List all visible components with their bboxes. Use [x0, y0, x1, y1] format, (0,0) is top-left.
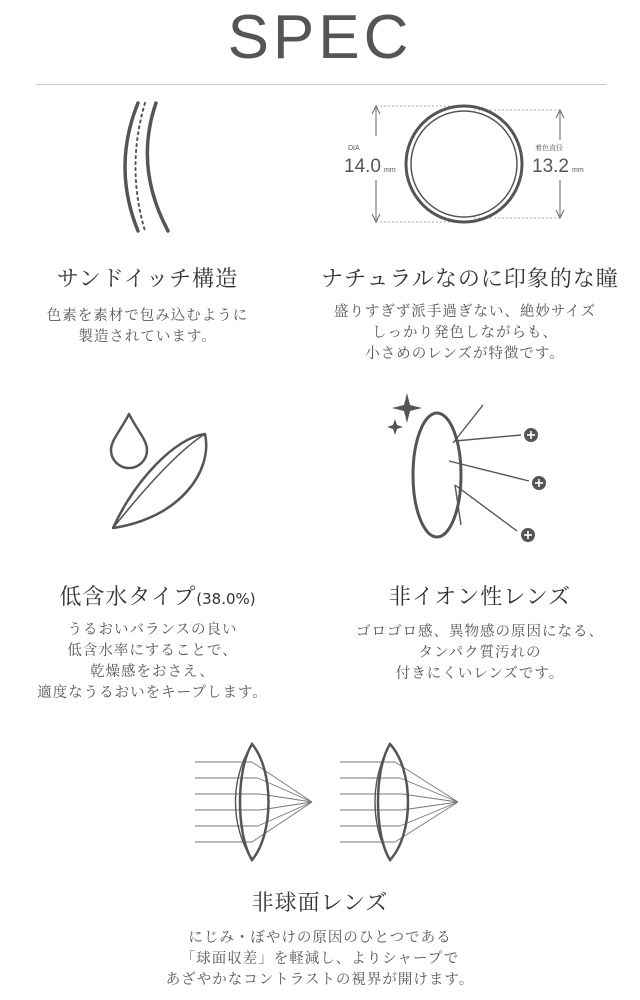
water-content-rate: (38.0%)	[196, 590, 256, 608]
page-title: SPEC	[227, 3, 413, 72]
dia-value: 14.0	[344, 156, 381, 177]
color-diameter-value: 13.2	[532, 156, 569, 177]
color-diameter-unit: mm	[572, 167, 584, 174]
feature-heading-sandwich: サンドイッチ構造	[56, 267, 239, 292]
color-diameter-label: 着色直径	[535, 144, 563, 152]
desc-line: うるおいバランスの良い	[67, 622, 238, 638]
feature-desc-aspheric	[110, 928, 530, 991]
desc-line: しっかり発色しながらも、	[372, 325, 558, 341]
sandwich-structure-lens-icon	[110, 95, 180, 240]
desc-line: 低含水率にすることで、	[67, 643, 238, 659]
heading-main-text: 低含水タイプ	[59, 585, 197, 610]
title-divider	[36, 84, 606, 85]
feature-desc-natural	[300, 302, 630, 365]
dia-label: DIA	[348, 145, 360, 152]
non-ionic-lens-icon	[385, 385, 555, 550]
feature-heading-aspheric: 非球面レンズ	[251, 891, 389, 916]
desc-line: 製造されています。	[78, 329, 217, 345]
feature-desc-sandwich	[10, 306, 285, 348]
feature-heading-natural: ナチュラルなのに印象的な瞳	[321, 267, 619, 292]
dia-unit: mm	[384, 167, 396, 174]
desc-line: 「球面収差」を軽減し、よりシャープで	[180, 951, 460, 967]
desc-line: タンパク質汚れの	[418, 645, 542, 661]
feature-heading-non-ionic: 非イオン性レンズ	[388, 585, 572, 610]
desc-line: 色素を素材で包み込むように	[46, 308, 249, 324]
desc-line: ゴロゴロ感、異物感の原因になる、	[356, 624, 604, 640]
feature-heading-low-water	[20, 580, 295, 611]
water-drop-lens-icon	[105, 410, 215, 535]
desc-line: にじみ・ぼやけの原因のひとつである	[188, 930, 452, 946]
desc-line: 付きにくいレンズです。	[395, 666, 565, 682]
desc-line: 小さめのレンズが特徴です。	[365, 346, 565, 362]
aspheric-lens-icon	[190, 740, 470, 865]
feature-desc-non-ionic	[320, 622, 640, 685]
desc-line: 乾燥感をおさえ、	[90, 664, 215, 680]
lens-diameter-icon	[340, 98, 600, 228]
desc-line: あざやかなコントラストの視界が開けます。	[165, 972, 475, 988]
desc-line: 適度なうるおいをキープします。	[37, 685, 268, 701]
desc-line: 盛りすぎず派手過ぎない、絶妙サイズ	[333, 304, 597, 320]
feature-desc-low-water	[5, 620, 300, 704]
